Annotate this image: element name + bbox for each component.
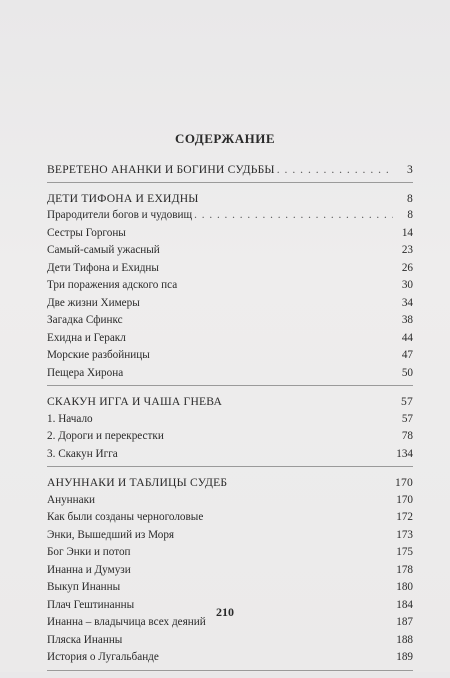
toc-entry xyxy=(47,330,413,348)
section-heading-label: ВЕРЕТЕНО АНАНКИ И БОГИНИ СУДЬБЫ xyxy=(47,163,275,176)
toc-page-number: 189 xyxy=(396,651,413,663)
toc-section xyxy=(47,161,413,183)
toc-entry-label: Энки, Вышедший из Моря xyxy=(47,528,175,541)
section-heading xyxy=(47,393,413,411)
toc-page-number: 170 xyxy=(395,476,413,489)
toc-page-number: 170 xyxy=(396,493,413,506)
dot-leader xyxy=(194,207,393,225)
toc-entry xyxy=(47,492,413,510)
dot-leader xyxy=(277,161,393,179)
toc-page-number: 44 xyxy=(401,331,413,344)
page-number: 210 xyxy=(216,605,234,619)
toc-page-number: 57 xyxy=(401,395,413,408)
toc-page-number: 8 xyxy=(407,209,413,221)
toc-page-number: 175 xyxy=(396,546,413,558)
toc-entry-label: Инанна и Думузи xyxy=(47,563,131,576)
toc-page-number: 188 xyxy=(396,633,413,646)
toc-entry xyxy=(47,579,413,597)
table-of-contents xyxy=(47,161,413,678)
toc-page-number: 134 xyxy=(396,447,413,460)
toc-entry-label: Самый-самый ужасный xyxy=(47,244,160,256)
section-heading xyxy=(47,190,413,208)
toc-entry xyxy=(47,632,413,650)
toc-entry-label: Дети Тифона и Ехидны xyxy=(47,261,159,274)
toc-entry-label: Ануннаки xyxy=(47,493,96,506)
toc-entry xyxy=(47,446,413,464)
toc-entry-label: Выкуп Инанны xyxy=(47,581,121,593)
toc-entry xyxy=(47,277,413,295)
toc-entry xyxy=(47,260,413,278)
toc-entry xyxy=(47,225,413,243)
toc-entry xyxy=(47,312,413,330)
toc-entry-label: Прародители богов и чудовищ xyxy=(47,209,193,221)
toc-entry xyxy=(47,509,413,527)
toc-entry-label: Плач Гештинанны xyxy=(47,598,135,611)
toc-entry-label: 2. Дороги и перекрестки xyxy=(47,430,164,442)
toc-page-number: 26 xyxy=(401,261,413,274)
toc-entry xyxy=(47,347,413,365)
toc-page-number: 23 xyxy=(401,244,413,256)
toc-page-number: 178 xyxy=(396,563,413,576)
toc-page-number: 184 xyxy=(396,598,413,611)
toc-page-number: 187 xyxy=(396,616,413,628)
toc-entry-label: Пещера Хирона xyxy=(47,366,124,379)
toc-entry-label: Пляска Инанны xyxy=(47,633,123,646)
toc-entry-label: Как были созданы черноголовые xyxy=(47,511,204,523)
section-heading xyxy=(47,474,413,492)
section-heading-label: АНУННАКИ И ТАБЛИЦЫ СУДЕБ xyxy=(47,476,228,489)
toc-entry-label: 1. Начало xyxy=(47,412,93,425)
toc-entry-label: Загадка Сфинкс xyxy=(47,314,123,326)
toc-section xyxy=(47,474,413,671)
toc-page-number: 50 xyxy=(401,366,413,379)
toc-entry xyxy=(47,295,413,313)
toc-entry-label: Ехидна и Геракл xyxy=(47,331,126,344)
toc-entry xyxy=(47,207,413,225)
toc-section xyxy=(47,393,413,467)
toc-entry xyxy=(47,562,413,580)
toc-page-number: 30 xyxy=(401,279,413,291)
toc-page-number: 47 xyxy=(401,349,413,361)
toc-entry xyxy=(47,365,413,383)
section-heading xyxy=(47,161,413,179)
toc-entry xyxy=(47,649,413,667)
page-title: СОДЕРЖАНИЕ xyxy=(174,131,276,146)
toc-entry xyxy=(47,242,413,260)
toc-page-number: 78 xyxy=(401,430,413,442)
toc-page-number: 180 xyxy=(396,581,413,593)
toc-entry xyxy=(47,544,413,562)
section-heading-label: СКАКУН ИГГА И ЧАША ГНЕВА xyxy=(47,395,223,408)
toc-page-number: 34 xyxy=(401,296,413,309)
toc-entry-label: Бог Энки и потоп xyxy=(47,546,131,558)
toc-page-number: 14 xyxy=(401,226,413,239)
toc-entry xyxy=(47,411,413,429)
toc-page-number: 38 xyxy=(401,314,413,326)
toc-entry-label: 3. Скакун Игга xyxy=(47,447,118,460)
toc-page-number: 57 xyxy=(401,412,413,425)
toc-entry-label: Инанна – владычица всех деяний xyxy=(47,616,206,628)
toc-entry xyxy=(47,428,413,446)
toc-page-number: 3 xyxy=(407,163,413,176)
toc-entry-label: Сестры Горгоны xyxy=(47,226,126,239)
toc-entry-label: История о Лугальбанде xyxy=(47,651,159,663)
toc-entry xyxy=(47,527,413,545)
toc-entry-label: Две жизни Химеры xyxy=(47,296,140,309)
toc-section xyxy=(47,190,413,387)
section-heading-label: ДЕТИ ТИФОНА И ЕХИДНЫ xyxy=(47,191,199,205)
toc-page-number: 172 xyxy=(396,511,413,523)
toc-page-number: 8 xyxy=(407,191,413,205)
toc-page-number: 173 xyxy=(396,528,413,541)
toc-entry-label: Три поражения адского пса xyxy=(47,279,178,291)
toc-entry-label: Морские разбойницы xyxy=(47,349,150,361)
